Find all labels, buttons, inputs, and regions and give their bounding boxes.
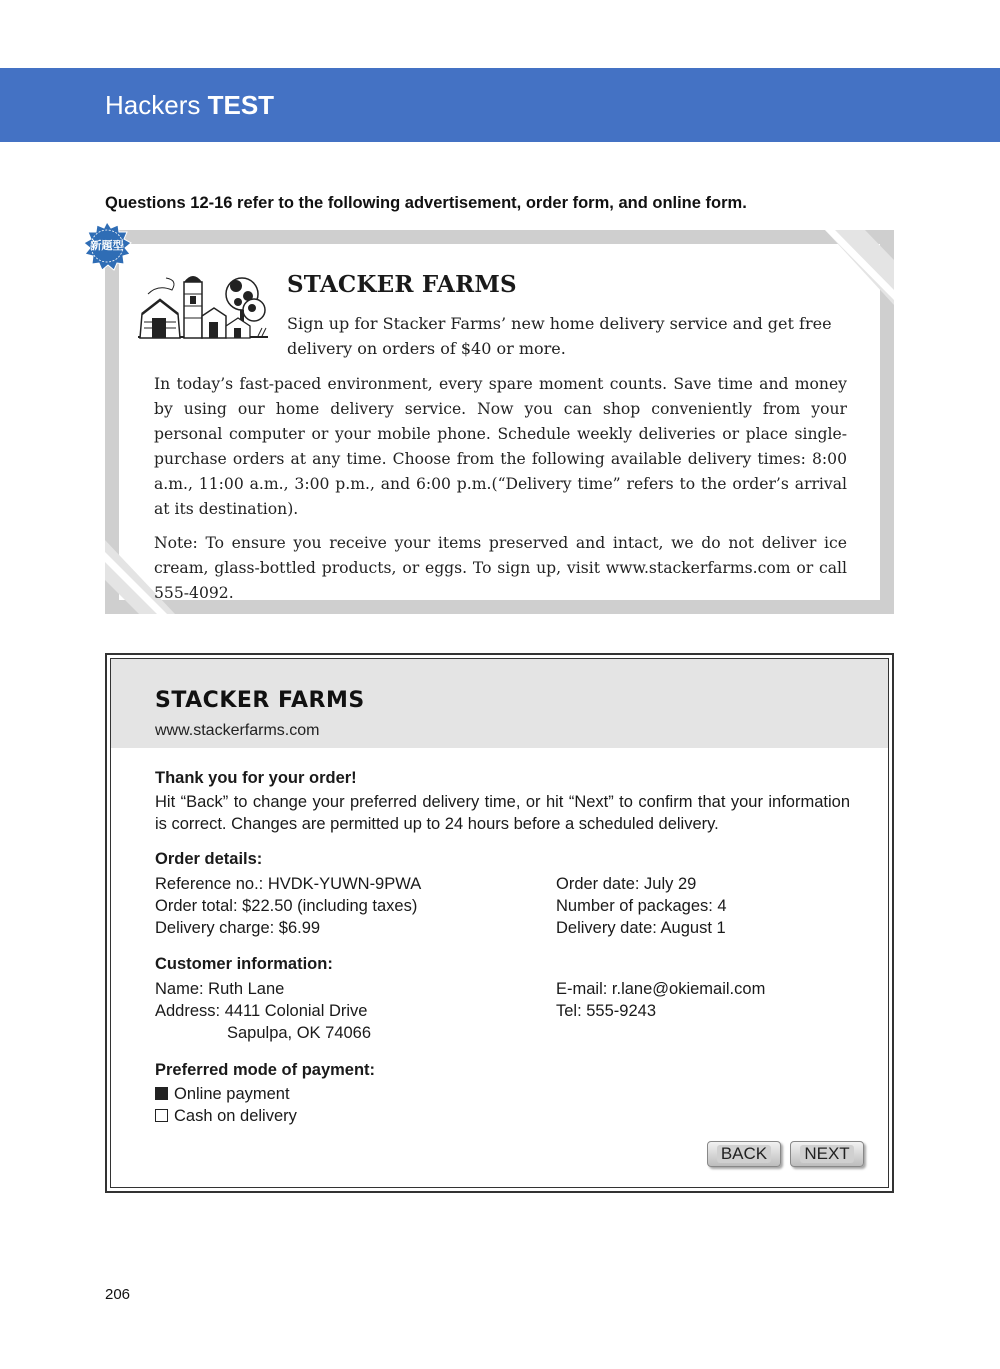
payment-option-online[interactable]: Online payment (155, 1085, 290, 1104)
form-instructions: Hit “Back” to change your preferred delivery time, or hit “Next” to confirm that your information is correct. Changes are permitted up to 24 hours before a scheduled delivery. (155, 793, 850, 833)
online-form-inner (110, 658, 889, 1188)
checkbox-checked-icon[interactable] (155, 1087, 168, 1100)
order-total: Order total: $22.50 (including taxes) (155, 897, 418, 915)
header-band (0, 68, 1000, 142)
advertisement-body: In today’s fast-paced environment, every spare moment counts. Save time and money by using our home delivery service. Now you can shop conveniently from your personal computer or your mobile phone. Schedule weekly deliveries or place single-purchase orders at any time. Choose from the following available delivery times: 8:00 a.m., 11:00 a.m., 3:00 p.m., and 6:00 p.m.(“Delivery time” refers to the order’s arrival at its destination). (154, 375, 847, 518)
back-button[interactable]: BACK (707, 1141, 781, 1167)
customer-tel: Tel: 555-9243 (556, 1002, 656, 1020)
customer-email: E-mail: r.lane@okiemail.com (556, 980, 766, 998)
delivery-charge: Delivery charge: $6.99 (155, 919, 321, 937)
section-title: Hackers TEST (105, 90, 275, 120)
form-url: www.stackerfarms.com (155, 722, 320, 739)
advertisement-note: Note: To ensure you receive your items preserved and intact, we do not deliver ice cream, glass-bottled products, or eggs. To sign up, visit www.stackerfarms.com or call 555-4092. (154, 534, 847, 602)
thank-you-message: Thank you for your order! (155, 769, 357, 787)
reference-number: Reference no.: HVDK-YUWN-9PWA (155, 875, 422, 893)
checkbox-unchecked-icon[interactable] (155, 1109, 168, 1122)
customer-name: Name: Ruth Lane (155, 980, 285, 998)
customer-address-line1: Address: 4411 Colonial Drive (155, 1002, 368, 1020)
page-number: 206 (105, 1286, 131, 1303)
next-button[interactable]: NEXT (790, 1141, 864, 1167)
question-instruction: Questions 12-16 refer to the following advertisement, order form, and online form. (105, 194, 747, 212)
customer-info-heading: Customer information: (155, 955, 333, 973)
form-brand: STACKER FARMS (155, 688, 365, 713)
delivery-date: Delivery date: August 1 (556, 919, 726, 937)
farm-illustration-icon (138, 266, 268, 342)
number-of-packages: Number of packages: 4 (556, 897, 727, 915)
payment-heading: Preferred mode of payment: (155, 1061, 376, 1079)
advertisement-subtitle: Sign up for Stacker Farms’ new home delivery service and get free delivery on orders of $40 or more. (287, 314, 832, 358)
order-date: Order date: July 29 (556, 875, 697, 893)
online-form-header (111, 659, 888, 748)
online-form (105, 653, 894, 1193)
payment-option-cash[interactable]: Cash on delivery (155, 1107, 297, 1126)
badge-label: 新題型 (90, 239, 124, 252)
order-details-heading: Order details: (155, 850, 263, 868)
customer-address-line2: Sapulpa, OK 74066 (227, 1024, 372, 1042)
advertisement-title: STACKER FARMS (287, 271, 517, 298)
